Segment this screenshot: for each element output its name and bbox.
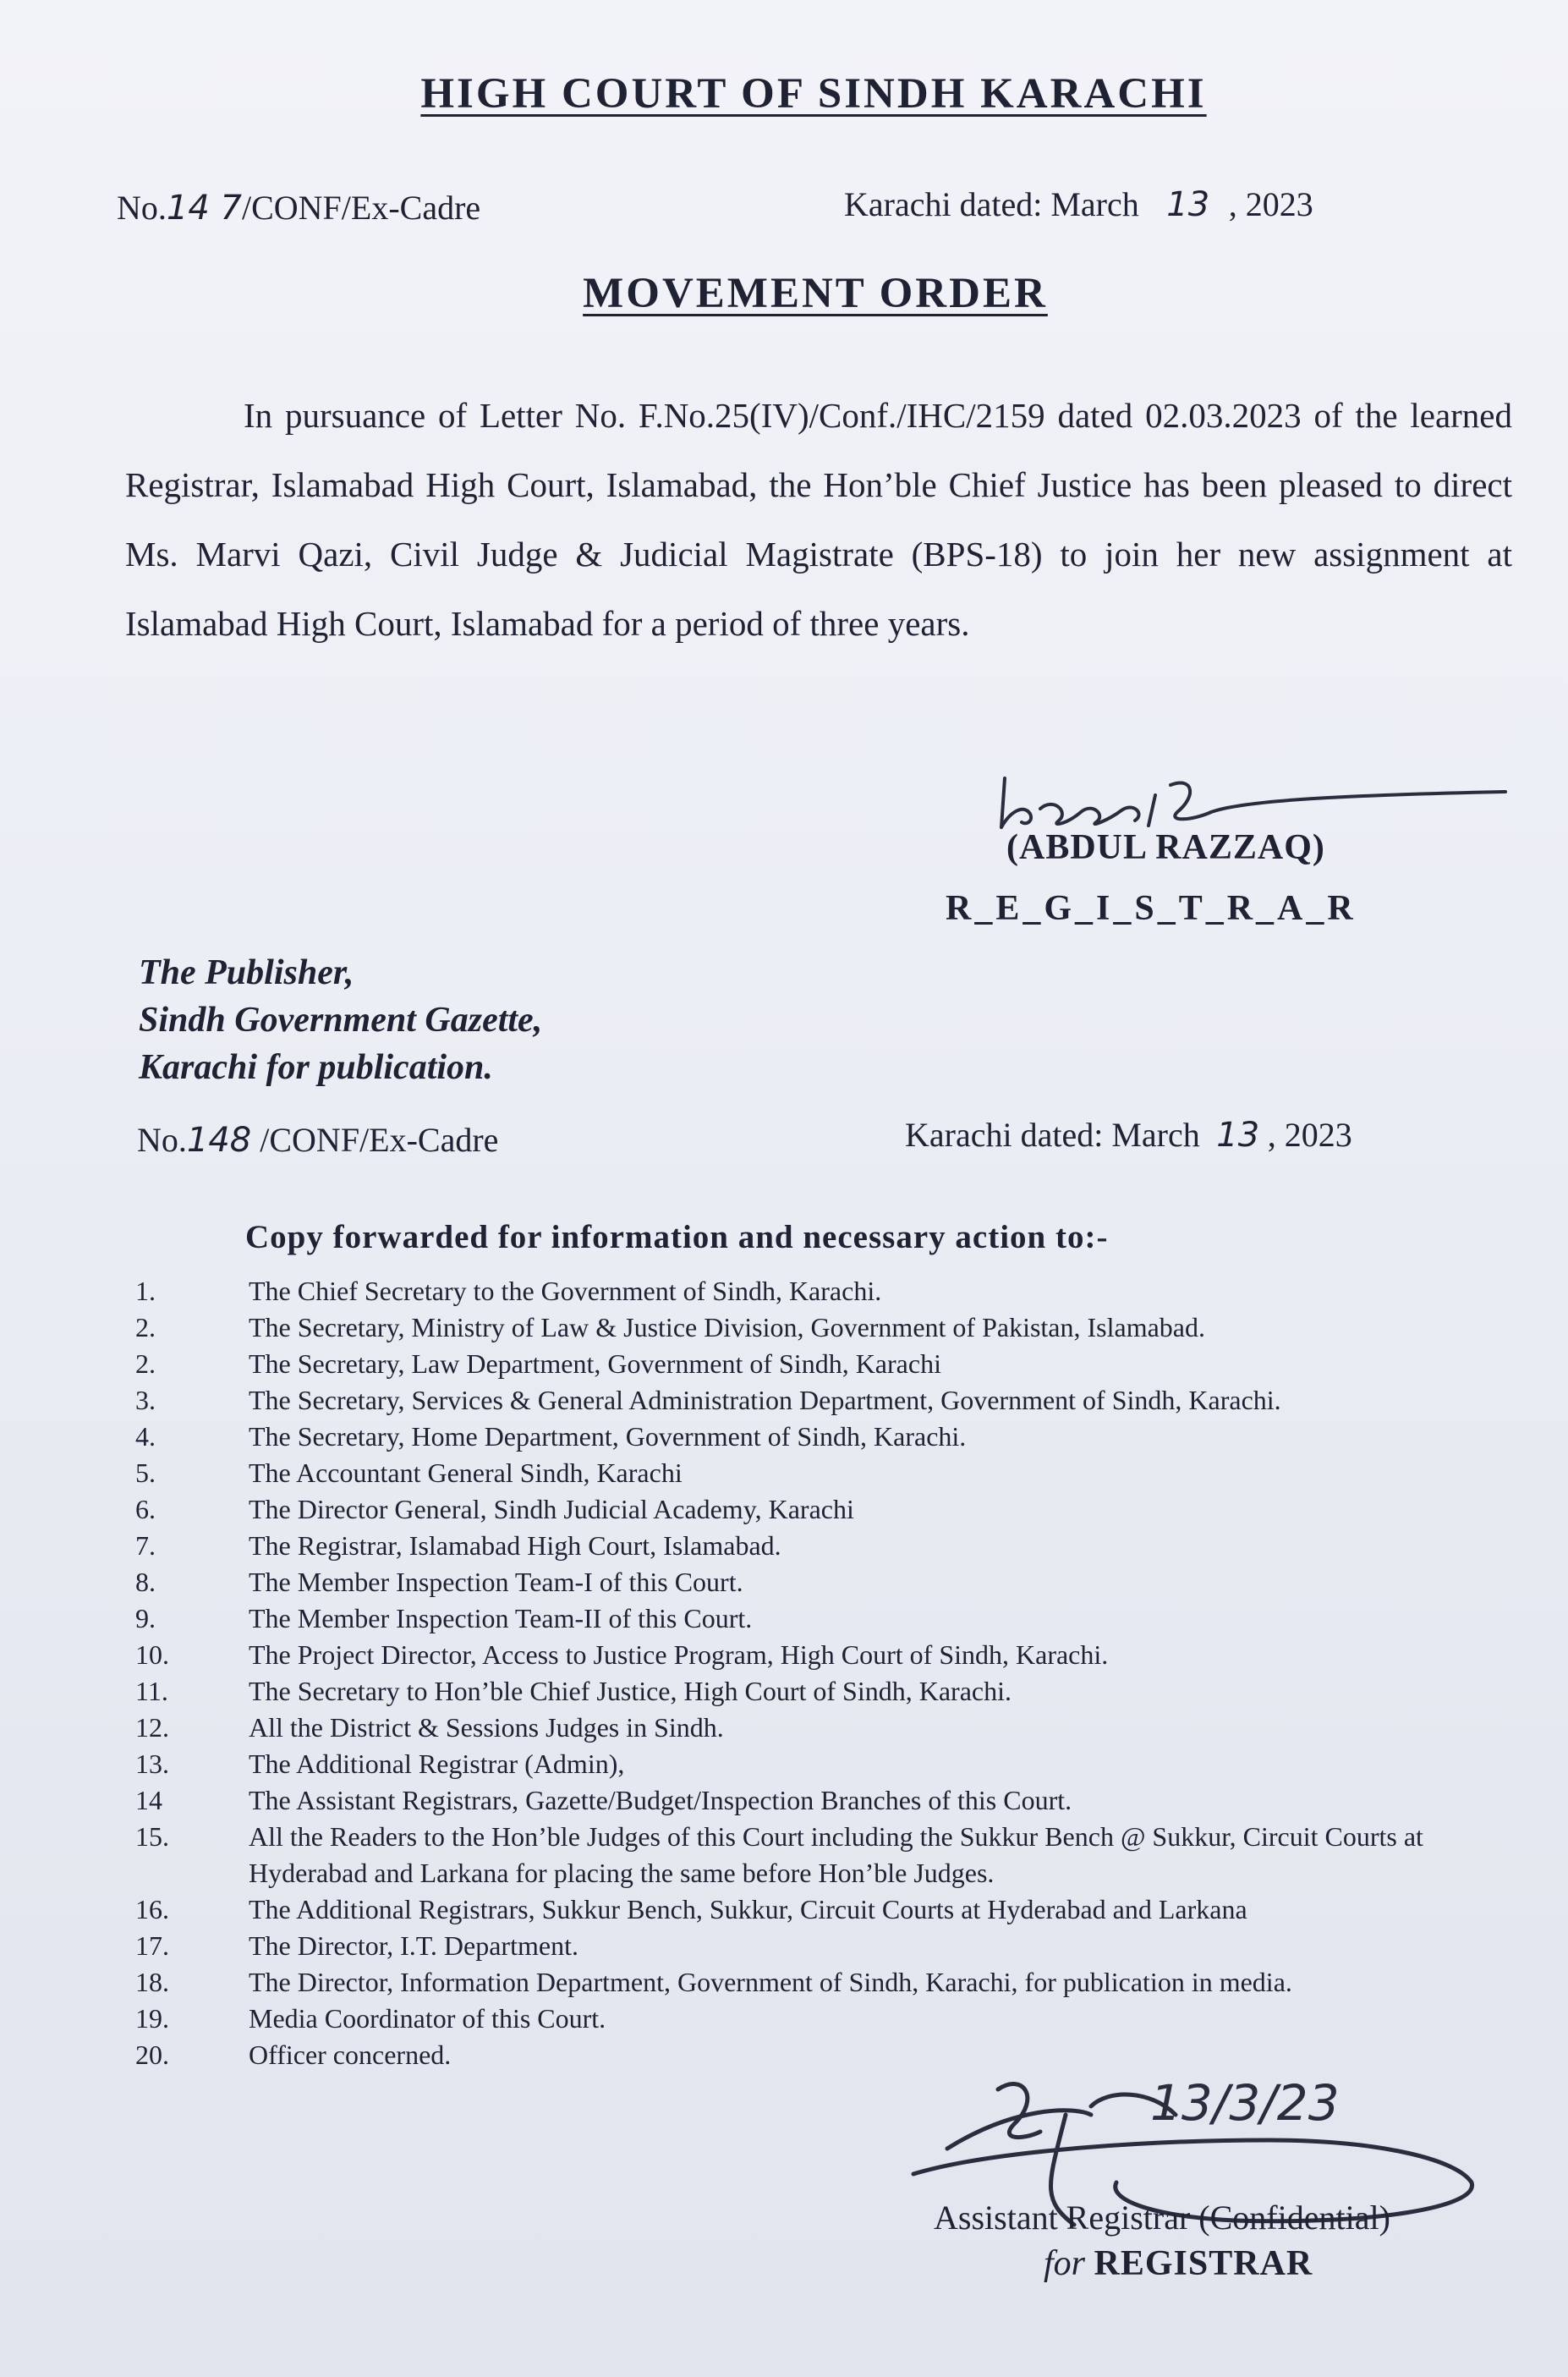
list-item-number: 4.: [135, 1421, 156, 1452]
list-item-text: The Additional Registrars, Sukkur Bench, Sukkur, Circuit Courts at Hyderabad and Larkana: [249, 1894, 1247, 1924]
ref-suffix: /CONF/Ex-Cadre: [241, 189, 481, 227]
copy-reference-number: [137, 1120, 498, 1160]
list-item: [135, 1673, 1522, 1710]
list-item: [135, 1891, 1522, 1928]
registrar-signature: [990, 761, 1565, 837]
addressee-line-3: Karachi for publication.: [139, 1048, 493, 1087]
copy-date-handwritten-day: 13: [1216, 1116, 1260, 1155]
list-item-text: The Secretary, Services & General Administration Department, Government of Sindh, Karachi.: [249, 1385, 1281, 1415]
copy-ref-suffix: /CONF/Ex-Cadre: [251, 1121, 499, 1159]
list-item-number: 6.: [135, 1494, 156, 1524]
copy-ref-prefix: No.: [137, 1121, 187, 1159]
date-handwritten-day: 13: [1166, 185, 1210, 224]
list-item-text: The Secretary, Law Department, Government of Sindh, Karachi: [249, 1348, 941, 1379]
handwritten-signature-date: 13/3/23: [1150, 2074, 1340, 2132]
copy-date-year: , 2023: [1267, 1116, 1352, 1154]
order-title: MOVEMENT ORDER: [583, 270, 1048, 317]
list-item: [135, 1600, 1522, 1637]
list-item-text: All the Readers to the Hon’ble Judges of this Court including the Sukkur Bench @ Sukkur, Circuit Courts at Hyderabad and Larkana for placing the same before Hon’ble Judges.: [249, 1821, 1423, 1888]
order-reference-number: [117, 188, 480, 228]
list-item: [135, 1928, 1522, 1964]
list-item-text: The Member Inspection Team-I of this Court.: [249, 1567, 743, 1597]
list-item-text: Officer concerned.: [249, 2039, 452, 2070]
list-item-number: 16.: [135, 1894, 169, 1924]
signatory-name: (ABDUL RAZZAQ): [1006, 828, 1325, 867]
addressee-line-2: Sindh Government Gazette,: [139, 1001, 543, 1040]
list-item-number: 19.: [135, 2003, 169, 2034]
list-item-number: 20.: [135, 2039, 169, 2070]
list-item-text: The Member Inspection Team-II of this Court.: [249, 1603, 753, 1633]
list-item: [135, 1819, 1522, 1891]
copy-date-prefix: Karachi dated: March: [905, 1116, 1200, 1154]
list-item-number: 2.: [135, 1348, 156, 1379]
list-item-number: 17.: [135, 1930, 169, 1961]
copy-ref-handwritten-number: 148: [186, 1121, 252, 1160]
list-item-number: 14: [135, 1785, 162, 1815]
list-item: [135, 1710, 1522, 1746]
list-item: [135, 1455, 1522, 1491]
list-item: [135, 1382, 1522, 1419]
list-item-text: The Secretary, Home Department, Government of Sindh, Karachi.: [249, 1421, 967, 1452]
list-item: [135, 2001, 1522, 2037]
list-item: [135, 1273, 1522, 1309]
list-item-number: 7.: [135, 1530, 156, 1561]
list-item-number: 11.: [135, 1676, 168, 1706]
order-date: [844, 184, 1313, 224]
copy-date: [905, 1115, 1352, 1155]
addressee-line-1: The Publisher,: [139, 953, 354, 992]
list-item-text: The Project Director, Access to Justice Program, High Court of Sindh, Karachi.: [249, 1639, 1109, 1670]
list-item-text: The Director, I.T. Department.: [249, 1930, 578, 1961]
list-item-text: All the District & Sessions Judges in Sindh.: [249, 1712, 724, 1743]
ref-handwritten-number: 14 7: [166, 189, 242, 228]
signatory-title: R_E_G_I_S_T_R_A_R: [946, 889, 1357, 928]
list-item-text: The Assistant Registrars, Gazette/Budget/Inspection Branches of this Court.: [249, 1785, 1072, 1815]
distribution-list: [135, 1273, 1522, 2073]
addressee-block: [139, 949, 542, 1091]
list-item-text: The Director General, Sindh Judicial Academy, Karachi: [249, 1494, 854, 1524]
list-item-text: The Director, Information Department, Government of Sindh, Karachi, for publication in media.: [249, 1967, 1292, 1997]
court-name-heading: HIGH COURT OF SINDH KARACHI: [420, 70, 1207, 118]
list-item-number: 13.: [135, 1748, 169, 1779]
list-item-number: 1.: [135, 1276, 156, 1306]
list-item-text: The Accountant General Sindh, Karachi: [249, 1457, 683, 1488]
list-item-text: The Chief Secretary to the Government of Sindh, Karachi.: [249, 1276, 882, 1306]
list-item: [135, 1309, 1522, 1346]
order-body-paragraph: In pursuance of Letter No. F.No.25(IV)/Conf./IHC/2159 dated 02.03.2023 of the learned Registrar, Islamabad High Court, Islamabad, the Hon’ble Chief Justice has been pleased to direct Ms. Marvi Qazi, Civil Judge & Judicial Magistrate (BPS-18) to join her new assignment at Islamabad High Court, Islamabad for a period of three years.: [125, 396, 1512, 643]
list-item: [135, 1491, 1522, 1528]
list-item-number: 12.: [135, 1712, 169, 1743]
date-year: , 2023: [1228, 185, 1313, 223]
list-item: [135, 1528, 1522, 1564]
for-word: for: [1044, 2244, 1086, 2283]
list-item: [135, 1782, 1522, 1819]
list-item-text: The Secretary, Ministry of Law & Justice Division, Government of Pakistan, Islamabad.: [249, 1312, 1205, 1342]
list-item-number: 10.: [135, 1639, 169, 1670]
list-item-number: 5.: [135, 1457, 156, 1488]
list-item-number: 2.: [135, 1312, 156, 1342]
list-item-text: The Additional Registrar (Admin),: [249, 1748, 625, 1779]
list-item: [135, 1346, 1522, 1382]
for-registrar-title: REGISTRAR: [1094, 2244, 1313, 2283]
date-prefix: Karachi dated: March: [844, 185, 1139, 223]
list-item-text: The Secretary to Hon’ble Chief Justice, High Court of Sindh, Karachi.: [249, 1676, 1012, 1706]
list-item-number: 18.: [135, 1967, 169, 1997]
list-item-text: The Registrar, Islamabad High Court, Islamabad.: [249, 1530, 781, 1561]
list-item: [135, 1746, 1522, 1782]
list-item-number: 8.: [135, 1567, 156, 1597]
assistant-registrar-designation: Assistant Registrar (Confidential): [934, 2199, 1390, 2237]
for-registrar-line: [1044, 2243, 1313, 2284]
list-item: [135, 1419, 1522, 1455]
ref-prefix: No.: [117, 189, 167, 227]
list-item: [135, 1637, 1522, 1673]
distribution-heading: Copy forwarded for information and necessary action to:-: [245, 1219, 1109, 1255]
list-item-number: 3.: [135, 1385, 156, 1415]
list-item-number: 9.: [135, 1603, 156, 1633]
list-item-text: Media Coordinator of this Court.: [249, 2003, 606, 2034]
list-item: [135, 1564, 1522, 1600]
list-item-number: 15.: [135, 1821, 169, 1852]
list-item: [135, 1964, 1522, 2001]
